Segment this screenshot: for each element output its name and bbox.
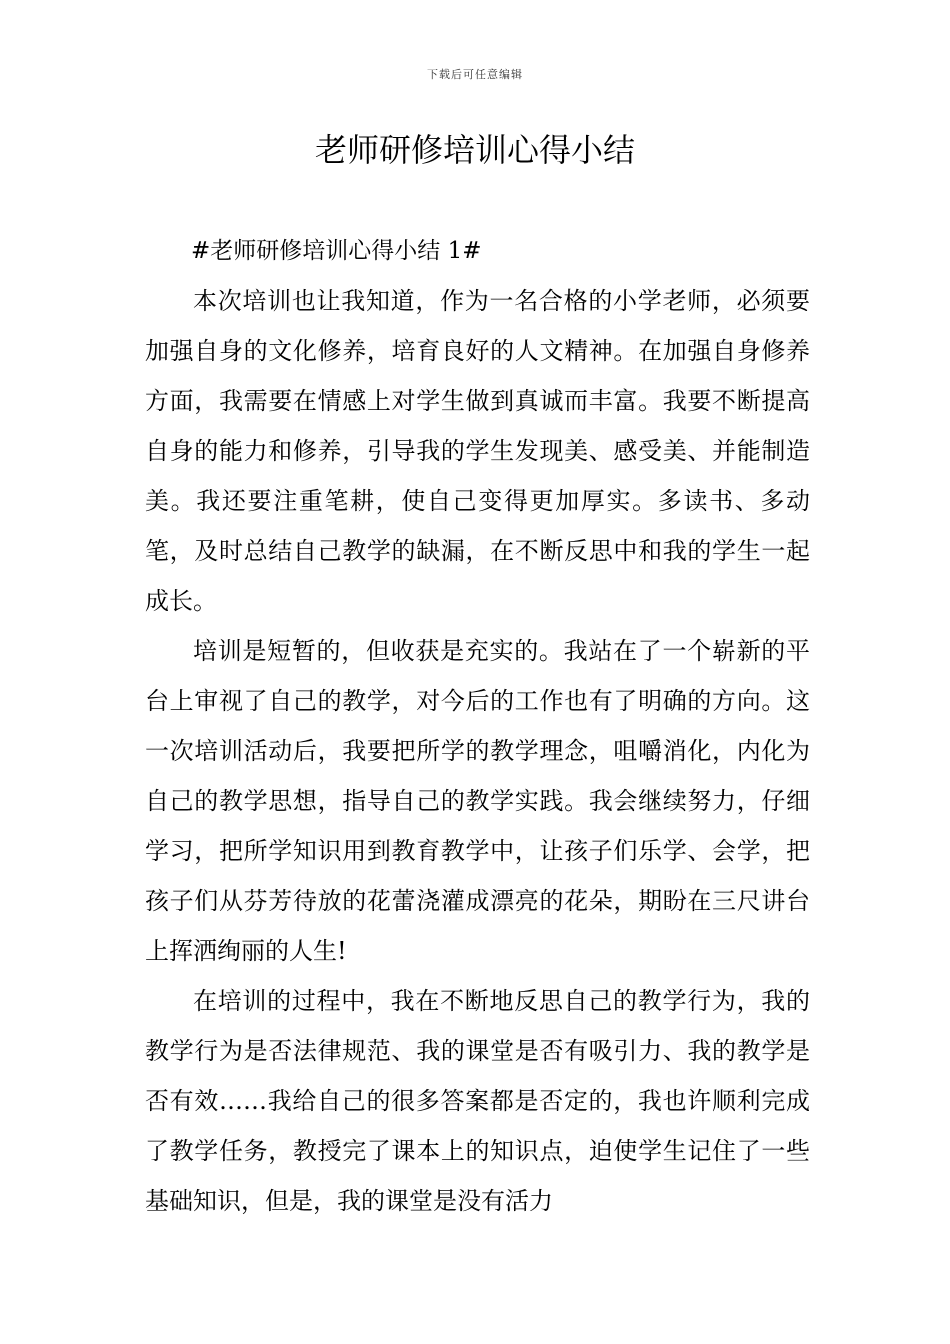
section-heading: #老师研修培训心得小结 1# <box>191 238 482 264</box>
document-title: 老师研修培训心得小结 <box>314 131 635 169</box>
paragraph-3: 在培训的过程中，我在不断地反思自己的教学行为，我的教学行为是否法律规范、我的课堂是否有吸引力、我的教学是否有效……我给自己的很多答案都是否定的，我也许顺利完成了教学任务，教授完了课本上的知识点，迫使学生记住了一些基础知识，但是，我的课堂是没有活力 <box>145 987 810 1215</box>
paragraph-1: 本次培训也让我知道，作为一名合格的小学老师，必须要加强自身的文化修养，培育良好的人文精神。在加强自身修养方面，我需要在情感上对学生做到真诚而丰富。我要不断提高自身的能力和修养，引导我的学生发现美、感受美、并能制造美。我还要注重笔耕，使自己变得更加厚实。多读书、多动笔，及时总结自己教学的缺漏，在不断反思中和我的学生一起成长。 <box>145 287 810 615</box>
document-body <box>145 226 810 1226</box>
paragraph-2: 培训是短暂的，但收获是充实的。我站在了一个崭新的平台上审视了自己的教学，对今后的工作也有了明确的方向。这一次培训活动后，我要把所学的教学理念，咀嚼消化，内化为自己的教学思想，指导自己的教学实践。我会继续努力，仔细学习，把所学知识用到教育教学中，让孩子们乐学、会学，把孩子们从芬芳待放的花蕾浇灌成漂亮的花朵，期盼在三尺讲台上挥洒绚丽的人生! <box>145 637 810 965</box>
header-note: 下载后可任意编辑 <box>427 68 523 81</box>
